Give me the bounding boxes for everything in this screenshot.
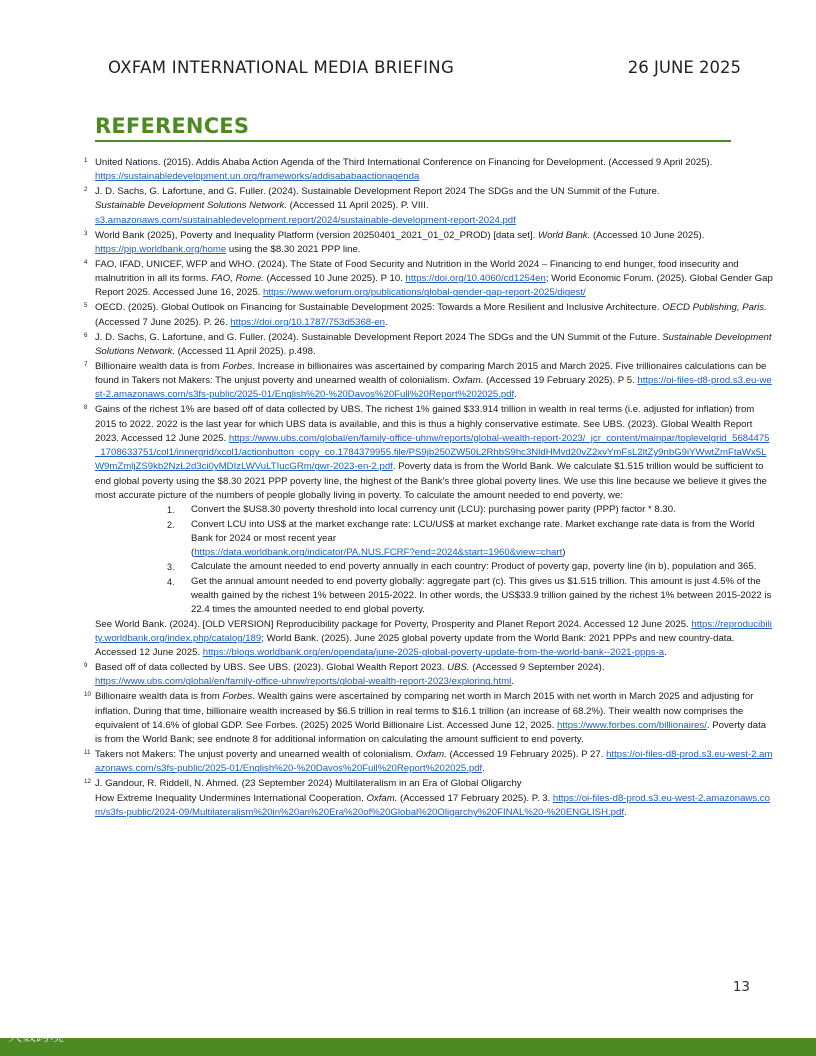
reference-text: OECD. (2025). Global Outlook on Financing for Sustainable Development 2025: Towards a More Resilient and Inclusive Architecture. (95, 302, 660, 314)
reference-6 (84, 331, 774, 360)
reference-text: . Poverty data is from the World Bank. We calculate $1.515 trillion would be sufficient to end global poverty using the $8.30 2021 PPP poverty line, the highest of the Bank's three global poverty lines. We use this line because we believe it gives the most accurate picture of the numbers of people globally living in poverty. To calculate the amount needed to end poverty, we: (95, 461, 767, 501)
reference-link[interactable]: https://www.ubs.com/global/en/family-office-uhnw/reports/global-wealth-report-2023/exploring.html (95, 676, 512, 688)
reference-number: 6 (84, 331, 88, 339)
reference-link[interactable]: https://oi-files-d8-prod.s3.eu-west-2.amazonaws.com/s3fs-public/2025-01/English%20-%20Davos%20Full%20Report%202025.pdf (95, 375, 772, 401)
reference-source: World Bank. (538, 229, 591, 241)
reference-source: Sustainable Development Solutions Network. (95, 331, 772, 357)
reference-number: 1 (84, 157, 88, 164)
reference-text: (Accessed 9 September 2024). (472, 662, 605, 674)
reference-text: J. D. Sachs, G. Lafortune, and G. Fuller. (2024). Sustainable Development Report 2024 The SDGs and the UN Summit of the Future. (95, 186, 660, 198)
reference-link[interactable]: https://doi.org/10.4060/cd1254en (405, 273, 546, 285)
reference-1 (84, 156, 774, 185)
reference-source: Oxfam. (452, 375, 484, 387)
reference-8: 8 Gains of the richest 1% are based off of data collected by UBS. The richest 1% gained $33.914 trillion in wealth in real terms (i.e. adjusted for inflation) from 2015 to 2022. 2022 is the last year for which UBS data is available, and this is thus a highly conservative estimate. See UBS. (2023). Global Wealth Report 2023. Accessed 12 June 2025. https://www.ubs.com/global/en/family-office-uhnw/reports/global-wealth-report-2023/_jcr_content/mainpar/toplevelgrid_5684475_1708633751/col1/innergrid/xcol1/actionbutton_copy_co.1784379955.file/PS9jb250ZW50L2RhbS9hc3NldHMvd20vZ2xvYmFsL2ltZy9nbG9iYWwtZmFtaWx5LW9mZmljZS9kb2NzL2d3ci0yMDIzLWVuLTIucGRm/gwr-2023-en-2.pdf. Poverty data is from the World Bank. We calculate $1.515 trillion would be sufficient to end global poverty using the $8.30 2021 PPP poverty line, the highest of the Bank's three global poverty lines. We use this line because we believe it gives the most accurate picture of the numbers of people globally living in poverty. To calculate the amount needed to end poverty, we: 1. Convert the $US8.30 poverty threshold into local currency unit (LCU): purchasing power parity (PPP) factor * 8.30. 2. Convert LCU into US$ at the market exchange rate: LCU/US$ at market exchange rate. Market exchange rate data is from the World Bank for 2024 or most recent year (https://data.worldbank.org/indicator/PA.NUS.FCRF?end=2024&start=1960&view=chart) 3. Calculate the amount needed to end poverty annually in each country: Product of poverty gap, poverty line (in b), population and 365. 4. Get the annual amount needed to end poverty globally: aggregate part (c). This gives us $1.515 trillion. This amount is just 4.5% of the wealth gained by the richest 1% between 2015-2022. In other words, the US$33.9 trillion gained by the richest 1% between 2015-2022 is 22.4 times the amounted needed to end global poverty. See World Bank. (2024). [OLD VERSION] Reproducibility package for Poverty, Prosperity and Planet Report 2024. Accessed 12 June 2025. https://reproducibility.worldbank.org/index.php/catalog/189; World Bank. (2025). June 2025 global poverty update from the World Bank: 2021 PPPs and new country-data. Accessed 12 June 2025. https://blogs.worldbank.org/en/opendata/june-2025-global-poverty-update-from-the-world-bank--2021-ppps-a. (84, 403, 774, 660)
reference-text: (Accessed 19 February 2025). P 5. (486, 375, 635, 387)
reference-number: 2 (84, 186, 88, 194)
reference-source: Forbes (222, 360, 253, 372)
reference-12: 12 J. Gandour, R. Riddell, N. Ahmed. (23 September 2024) Multilateralism in an Era of Global Oligarchy How Extreme Inequality Undermines International Cooperation. Oxfam. (Accessed 17 February 2025). P. 3. https://oi-files-d8-prod.s3.eu-west-2.amazonaws.com/s3fs-public/2024-09/Multilateralism%20in%20an%20Era%20of%20Global%20Oligarchy%20FINAL%20-%20ENGLISH.pdf. (84, 777, 774, 820)
reference-text: United Nations. (2015). Addis Ababa Action Agenda of the Third International Conference on Financing for Development. (Accessed 9 April 2025). (95, 157, 713, 168)
reference-source: Forbes (222, 691, 253, 703)
reference-source: OECD Publishing, Paris. (662, 302, 767, 314)
calculation-step (95, 575, 774, 618)
reference-link[interactable]: https://oi-files-d8-prod.s3.eu-west-2.amazonaws.com/s3fs-public/2024-09/Multilateralism%20in%20an%20Era%20of%20Global%20Oligarchy%20FINAL%20-%20ENGLISH.pdf (95, 792, 770, 818)
reference-link[interactable]: https://sustainabledevelopment.un.org/frameworks/addisababaactionagenda (95, 171, 420, 183)
title-divider (95, 140, 731, 142)
reference-text: J. D. Sachs, G. Lafortune, and G. Fuller. (2024). Sustainable Development Report 2024 The SDGs and the UN Summit of the Future. (95, 331, 660, 343)
reference-link[interactable]: https://www.weforum.org/publications/global-gender-gap-report-2025/digest/ (263, 287, 586, 299)
reference-2 (84, 185, 774, 228)
references-list (84, 156, 774, 821)
reference-text: Billionaire wealth data is from (95, 691, 220, 703)
reference-text: . Increase in billionaires was ascertained by comparing March 2015 and March 2025. Five trillionaires calculations can be found in Takers not Makers: The unjust poverty and unearned wealth of colonialism. (95, 360, 767, 387)
reference-9: 9 Based off of data collected by UBS. See UBS. (2023). Global Wealth Report 2023. UBS. (Accessed 9 September 2024). https://www.ubs.com/global/en/family-office-uhnw/reports/global-wealth-report-2023/exploring.html. (84, 661, 774, 690)
reference-5: 5 OECD. (2025). Global Outlook on Financing for Sustainable Development 2025: Towards a More Resilient and Inclusive Architecture. OECD Publishing, Paris. (Accessed 7 June 2025). P. 26. https://doi.org/10.1787/753d5368-en. (84, 301, 774, 330)
reference-text: (Accessed 10 June 2025). P 10. (266, 273, 403, 285)
reference-10 (84, 690, 774, 747)
reference-text: Billionaire wealth data is from (95, 360, 220, 372)
reference-link[interactable]: https://doi.org/10.1787/753d5368-en (230, 316, 385, 328)
reference-number: 3 (84, 229, 88, 237)
reference-text: See World Bank. (2024). [OLD VERSION] Reproducibility package for Poverty, Prosperity and Planet Report 2024. Accessed 12 June 2025. (95, 618, 689, 630)
step-text: Get the annual amount needed to end poverty globally: aggregate part (c). This gives us $1.515 trillion. This amount is just 4.5% of the wealth gained by the richest 1% between 2015-2022. In other words, the US$33.9 trillion gained by the richest 1% between 2015-2022 is 22.4 times the amounted needed to end global poverty. (191, 575, 772, 616)
reference-link[interactable]: https://reproducibility.worldbank.org/index.php/catalog/189 (95, 618, 772, 644)
reference-link[interactable]: https://www.ubs.com/global/en/family-office-uhnw/reports/global-wealth-report-2023/_jcr_content/mainpar/toplevelgrid_5684475_1708633751/col1/innergrid/xcol1/actionbutton_copy_co.1784379955.file/PS9jb250ZW50L2RhbS9hc3NldHMvd20vZ2xvYmFsL2ltZy9nbG9iYWwtZmFtaWx5LW9mZmljZS9kb2NzL2d3ci0yMDIzLWVuLTIucGRm/gwr-2023-en-2.pdf (95, 432, 770, 473)
reference-3 (84, 229, 774, 258)
reference-text: FAO, IFAD, UNICEF, WFP and WHO. (2024). The State of Food Security and Nutrition in the World 2024 – Financing to end hunger, food insecurity and malnutrition in all its forms. (95, 258, 739, 285)
reference-text: using the $8.30 2021 PPP line. (228, 243, 361, 255)
header-date: 26 JUNE 2025 (627, 58, 741, 77)
section-title: REFERENCES (95, 114, 250, 138)
reference-text: Based off of data collected by UBS. See UBS. (2023). Global Wealth Report 2023. (95, 662, 445, 674)
calculation-step (95, 560, 774, 574)
reference-text: (Accessed 10 June 2025). (592, 229, 705, 241)
reference-number: 5 (84, 302, 88, 310)
reference-number: 4 (84, 258, 88, 266)
reference-number: 9 (84, 662, 88, 670)
header-title: OXFAM INTERNATIONAL MEDIA BRIEFING (108, 58, 455, 77)
reference-link[interactable]: https://blogs.worldbank.org/en/opendata/june-2025-global-poverty-update-from-the-world-bank--2021-ppps-a (202, 647, 665, 659)
reference-number: 8 (84, 404, 88, 412)
reference-link[interactable]: s3.amazonaws.com/sustainabledevelopment.report/2024/sustainable-development-report-2024.pdf (95, 214, 516, 226)
reference-source: Oxfam. (415, 749, 447, 761)
reference-text: (Accessed 17 February 2025). P. 3. (400, 792, 551, 804)
watermark: 大数跨境 (8, 1029, 64, 1045)
reference-link[interactable]: https://www.forbes.com/billionaires/ (557, 719, 707, 731)
reference-number: 11 (84, 749, 91, 757)
reference-source: UBS. (447, 662, 470, 674)
reference-7: 7 Billionaire wealth data is from Forbes. Increase in billionaires was ascertained by comparing March 2015 and March 2025. Five trillionaires calculations can be found in Takers not Makers: The unjust poverty and unearned wealth of colonialism. Oxfam. (Accessed 19 February 2025). P 5. https://oi-files-d8-prod.s3.eu-west-2.amazonaws.com/s3fs-public/2025-01/English%20-%20Davos%20Full%20Report%202025.pdf. (84, 360, 774, 403)
reference-text: (Accessed 11 April 2025). P. VIII. (289, 200, 429, 212)
reference-link[interactable]: https://oi-files-d8-prod.s3.eu-west-2.amazonaws.com/s3fs-public/2025-01/English%20-%20Davos%20Full%20Report%202025.pdf (95, 749, 773, 775)
reference-text: (Accessed 7 June 2025). P. 26. (95, 316, 228, 328)
reference-source: Oxfam. (366, 792, 398, 804)
reference-number: 12 (84, 778, 91, 786)
reference-text: (Accessed 11 April 2025). p.498. (177, 345, 316, 357)
reference-11: 11 Takers not Makers: The unjust poverty and unearned wealth of colonialism. Oxfam. (Accessed 19 February 2025). P 27. https://oi-files-d8-prod.s3.eu-west-2.amazonaws.com/s3fs-public/2025-01/English%20-%20Davos%20Full%20Report%202025.pdf. (84, 748, 774, 777)
step-number: 3. (167, 562, 175, 573)
page-number: 13 (732, 979, 750, 995)
reference-source: Sustainable Development Solutions Network. (95, 200, 287, 212)
reference-text: ; World Economic Forum. (2025). Global Gender Gap Report 2025. Accessed June 16, 2025. (95, 273, 773, 299)
calculation-step: 2. Convert LCU into US$ at the market exchange rate: LCU/US$ at market exchange rate. Market exchange rate data is from the World Bank for 2024 or most recent year (https://data.worldbank.org/indicator/PA.NUS.FCRF?end=2024&start=1960&view=chart) (167, 518, 755, 559)
reference-link[interactable]: https://pip.worldbank.org/home (95, 243, 227, 255)
reference-number: 10 (84, 691, 91, 699)
calculation-steps (95, 503, 774, 617)
step-text: Calculate the amount needed to end poverty annually in each country: Product of poverty gap, poverty line (in b), population and 365. (191, 561, 757, 573)
reference-text: ; World Bank. (2025). June 2025 global poverty update from the World Bank: 2021 PPPs and new country-data. Accessed 12 June 2025. (95, 632, 735, 659)
step-text: Convert the $US8.30 poverty threshold into local currency unit (LCU): purchasing power parity (PPP) factor * 8.30. (191, 504, 676, 516)
reference-text: J. Gandour, R. Riddell, N. Ahmed. (23 September 2024) Multilateralism in an Era of Global Oligarchy (95, 778, 522, 790)
step-number: 1. (167, 505, 175, 516)
reference-text: World Bank (2025), Poverty and Inequality Platform (version 20250401_2021_01_02_PROD) [data set]. (95, 229, 536, 241)
reference-text: Gains of the richest 1% are based off of data collected by UBS. The richest 1% gained $33.914 trillion in wealth in real terms (i.e. adjusted for inflation) from 2015 to 2022. 2022 is the last year for which UBS data is available, and this is thus a highly conservative estimate. See UBS. (2023). Global Wealth Report 2023. Accessed 12 June 2025. (95, 404, 755, 444)
calculation-step (95, 503, 774, 517)
reference-text: Takers not Makers: The unjust poverty and unearned wealth of colonialism. (95, 749, 414, 761)
reference-source: FAO, Rome. (211, 273, 264, 285)
step-text: Convert LCU into US$ at the market exchange rate: LCU/US$ at market exchange rate. Market exchange rate data is from the World Bank for 2024 or most recent year (191, 518, 755, 544)
reference-text: (Accessed 19 February 2025). P 27. (449, 749, 604, 761)
reference-text: . Wealth gains were ascertained by comparing net worth in March 2015 with net worth in March 2025 and adjusting for inflation. During that time, billionaire wealth increased by $6.5 trillion in real terms to $16.1 trillion (an increase of 68.2%). Their wealth now comprises the equivalent of 14.6% of global GDP. See Forbes. (2025) 2025 World Billionaire List. Accessed June 12, 2025. (95, 691, 754, 731)
reference-number: 7 (84, 360, 88, 368)
reference-text: How Extreme Inequality Undermines International Cooperation. (95, 792, 364, 804)
reference-link[interactable]: https://data.worldbank.org/indicator/PA.NUS.FCRF?end=2024&start=1960&view=chart (194, 547, 563, 559)
reference-text: . Poverty data is from the World Bank; see endnote 8 for additional information on calculating the amount sufficient to end poverty. (95, 719, 767, 746)
footer-bar (0, 1038, 816, 1056)
reference-4 (84, 258, 774, 301)
step-number: 2. (167, 519, 175, 530)
step-number: 4. (167, 576, 175, 587)
